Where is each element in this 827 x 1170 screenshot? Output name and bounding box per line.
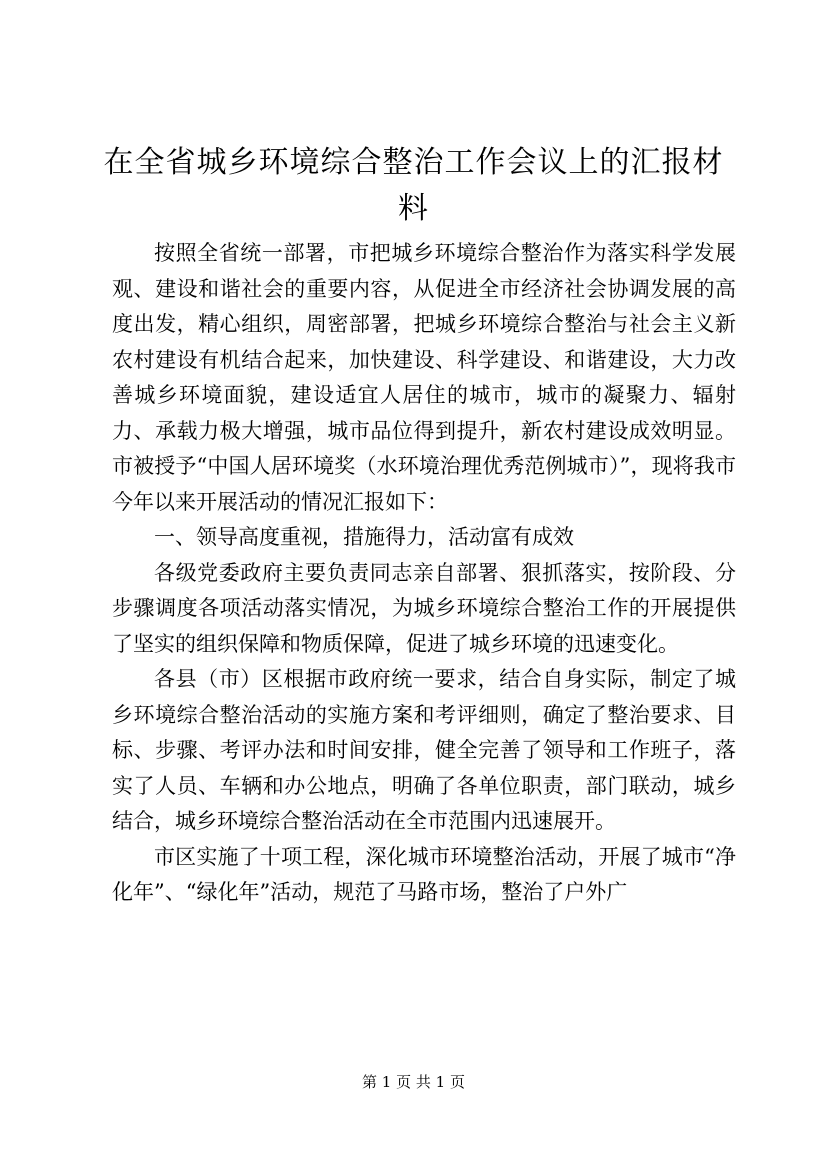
paragraph-leadership: 各级党委政府主要负责同志亲自部署、狠抓落实，按阶段、分步骤调度各项活动落实情况，为城乡环境综合整治工作的开展提供了坚实的组织保障和物质保障，促进了城乡环境的迅速变化。 bbox=[112, 560, 736, 656]
section-heading-1: 一、领导高度重视，措施得力，活动富有成效 bbox=[154, 525, 574, 549]
document-title: 在全省城乡环境综合整治工作会议上的汇报材料 bbox=[103, 145, 724, 226]
paragraph-counties: 各县（市）区根据市政府统一要求，结合自身实际，制定了城乡环境综合整治活动的实施方案和考评细则，确定了整治要求、目标、步骤、考评办法和时间安排，健全完善了领导和工作班子，落实了人员、车辆和办公地点，明确了各单位职责，部门联动，城乡结合，城乡环境综合整治活动在全市范围内迅速展开。 bbox=[112, 667, 736, 833]
page-number-footer: 第 1 页 共 1 页 bbox=[362, 1073, 465, 1091]
paragraph-urban-projects: 市区实施了十项工程，深化城市环境整治活动，开展了城市“净化年”、“绿化年”活动，规范了马路市场，整治了户外广 bbox=[112, 844, 736, 904]
document-body bbox=[112, 236, 736, 911]
paragraph-intro: 按照全省统一部署，市把城乡环境综合整治作为落实科学发展观、建设和谐社会的重要内容，从促进全市经济社会协调发展的高度出发，精心组织，周密部署，把城乡环境综合整治与社会主义新农村建设有机结合起来，加快建设、科学建设、和谐建设，大力改善城乡环境面貌，建设适宜人居住的城市，城市的凝聚力、辐射力、承载力极大增强，城市品位得到提升，新农村建设成效明显。市被授予“中国人居环境奖（水环境治理优秀范例城市）”，现将我市今年以来开展活动的情况汇报如下： bbox=[112, 241, 736, 514]
